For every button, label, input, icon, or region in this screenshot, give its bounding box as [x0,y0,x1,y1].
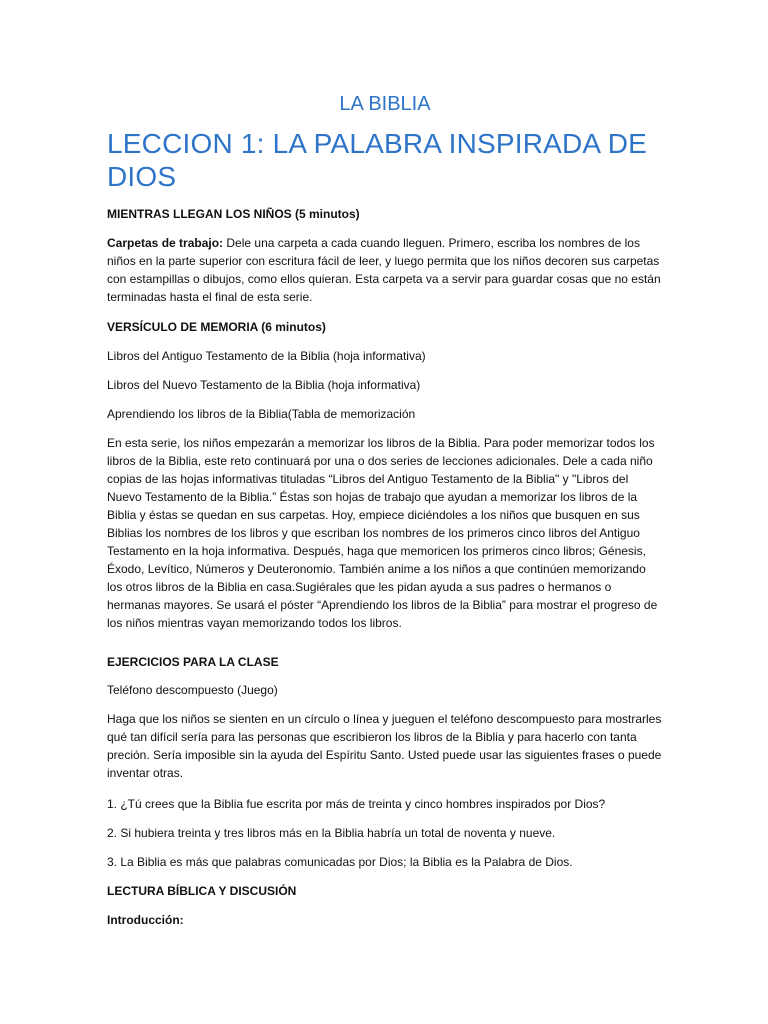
paragraph-memory: En esta serie, los niños empezarán a memorizar los libros de la Biblia. Para poder memorizar todos los libros de la Biblia, este reto continuará por una o dos series de lecciones adicionales. Dele a cada niño copias de las hojas informativas tituladas “Libros del Antiguo Testamento de la Biblia" y "Libros del Nuevo Testamento de la Biblia.” Éstas son hojas de trabajo que ayudan a memorizar los libros de la Biblia y éstas se quedan en sus carpetas. Hoy, empiece diciéndoles a los niños que busquen en sus Biblias los nombres de los libros y que escriban los nombres de los primeros cinco libros del Antiguo Testamento en la hoja informativa. Después, haga que memoricen los primeros cinco libros; Génesis, Éxodo, Levítico, Números y Deuteronomio. También anime a los niños a que continúen memorizando los otros libros de la Biblia en casa.Sugiérales que les pidan ayuda a sus padres o hermanos o hermanas mayores. Se usará el póster “Aprendiendo los libros de la Biblia” para mostrar el progreso de los niños mientras vayan memorizando todos los libros. [107,436,658,630]
phrase-3: 3. La Biblia es más que palabras comunicadas por Dios; la Biblia es la Palabra de Dios. [107,855,573,869]
memory-item-1: Libros del Antiguo Testamento de la Biblia (hoja informativa) [107,349,426,363]
phrase-2: 2. Si hubiera treinta y tres libros más en la Biblia habría un total de noventa y nueve. [107,826,556,840]
paragraph-game: Haga que los niños se sienten en un círculo o línea y jueguen el teléfono descompuesto para mostrarles qué tan difícil sería para las personas que escribieron los libros de la Biblia y para hacerlo con tanta preción. Sería imposible sin la ayuda del Espíritu Santo. Usted puede usar las siguientes frases o puede inventar otras. [107,712,662,780]
folders-text: Dele una carpeta a cada cuando lleguen. Primero, escriba los nombres de los niños en la parte superior con escritura fácil de leer, y luego permita que los niños decoren sus carpetas con estampillas o dibujos, como ellos quieran. Esta carpeta va a servir para guardar cosas que no están terminadas hasta el final de esta serie. [107,236,661,304]
memory-item-2: Libros del Nuevo Testamento de la Biblia (hoja informativa) [107,378,421,392]
memory-item-3: Aprendiendo los libros de la Biblia(Tabla de memorización [107,407,416,421]
section-heading-arrival: MIENTRAS LLEGAN LOS NIÑOS (5 minutos) [107,207,360,221]
game-title: Teléfono descompuesto (Juego) [107,683,278,697]
folders-label: Carpetas de trabajo: [107,236,224,250]
section-heading-exercises: EJERCICIOS PARA LA CLASE [107,655,279,669]
phrase-1: 1. ¿Tú crees que la Biblia fue escrita por más de treinta y cinco hombres inspirados por Dios? [107,797,606,811]
section-heading-memory: VERSÍCULO DE MEMORIA (6 minutos) [107,320,326,334]
paragraph-folders [107,234,663,306]
document-title: LECCION 1: LA PALABRA INSPIRADA DE DIOS [107,128,648,192]
document-subtitle: LA BIBLIA [339,93,431,115]
section-heading-reading: LECTURA BÍBLICA Y DISCUSIÓN [107,884,297,898]
intro-label: Introducción: [107,913,184,927]
